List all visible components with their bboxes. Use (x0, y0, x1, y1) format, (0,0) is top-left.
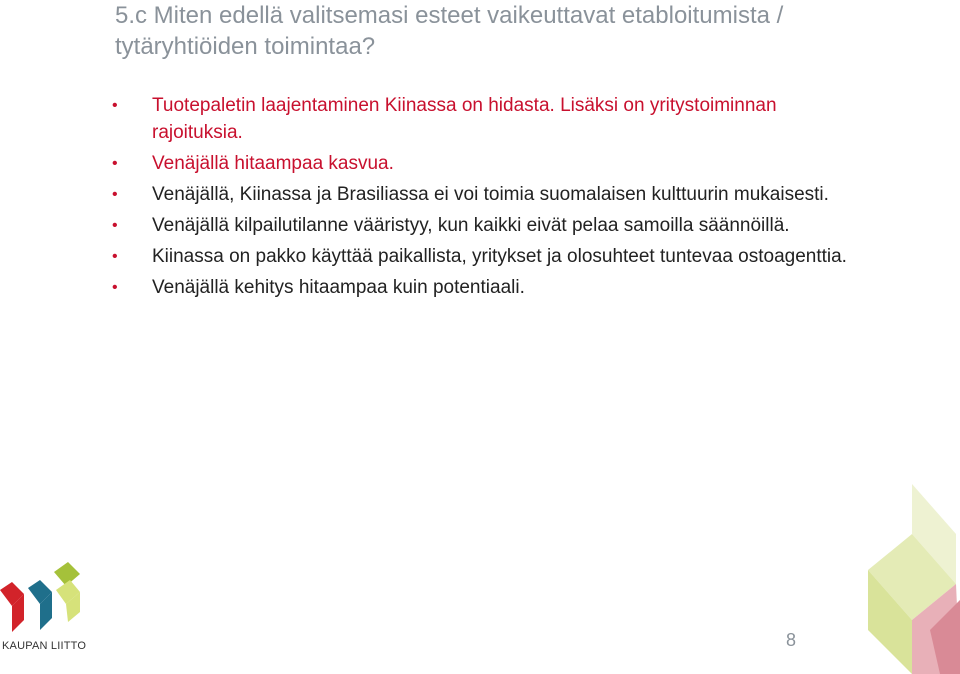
bullet-item (110, 274, 850, 301)
bullet-icon: • (112, 248, 118, 265)
bullet-text: Tuotepaletin laajentaminen Kiinassa on hidasta. Lisäksi on yritystoiminnan rajoituksia. (152, 95, 777, 143)
page-number: 8 (786, 630, 797, 650)
bullet-item (110, 150, 850, 177)
bullet-icon: • (112, 279, 118, 296)
bullet-icon: • (112, 155, 118, 172)
bullet-list (110, 92, 850, 305)
slide-title: 5.c Miten edellä valitsemasi esteet vaikeuttavat etabloitumista / tytäryhtiöiden toimintaa? (115, 2, 784, 60)
bullet-icon: • (112, 186, 118, 203)
bullet-item (110, 243, 850, 270)
bullet-item (110, 181, 850, 208)
bullet-item (110, 212, 850, 239)
bullet-icon: • (112, 97, 118, 114)
bullet-item (110, 92, 850, 146)
bullet-text: Venäjällä hitaampaa kasvua. (152, 153, 394, 174)
bullet-icon: • (112, 217, 118, 234)
bullet-text: Venäjällä kilpailutilanne vääristyy, kun kaikki eivät pelaa samoilla säännöillä. (152, 215, 790, 236)
bullet-text: Kiinassa on pakko käyttää paikallista, yritykset ja olosuhteet tuntevaa ostoagenttia. (152, 246, 847, 267)
bullet-text: Venäjällä, Kiinassa ja Brasiliassa ei voi toimia suomalaisen kulttuurin mukaisesti. (152, 184, 829, 205)
logo-text: KAUPAN LIITTO (2, 640, 87, 652)
bullet-text: Venäjällä kehitys hitaampaa kuin potentiaali. (152, 277, 525, 298)
decorative-shapes-icon (860, 480, 960, 674)
